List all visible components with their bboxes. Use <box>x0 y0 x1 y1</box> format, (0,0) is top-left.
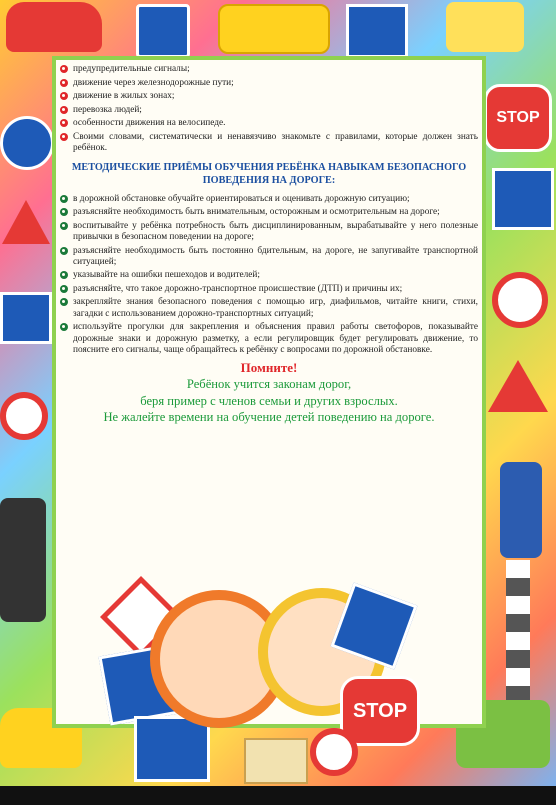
intro-item <box>60 132 478 155</box>
bullet-icon <box>60 119 68 127</box>
stop-sign-top-label: STOP <box>496 109 540 126</box>
bullet-icon <box>60 271 68 279</box>
method-text: разъясняйте необходимость быть постоянно бдительным, на дороге, не запугивайте транспортной ситуацией; <box>73 245 478 267</box>
method-text: разъясняйте, что такое дорожно-транспортное происшествие (ДТП) и причины их; <box>73 283 403 294</box>
method-text: используйте прогулки для закрепления и объяснения правил работы светофоров, показывайте дорожные знаки и дорожную разметку, а если регулировщик будет регулировать движение, то поясните его сигналы, чаще обращайтесь к ребёнку с вопросами по дорожной обстановке. <box>73 322 478 355</box>
intro-text: особенности движения на велосипеде. <box>73 118 226 129</box>
intro-item <box>60 64 478 75</box>
closing-line-1: Ребёнок учится законам дорог, <box>186 377 352 392</box>
bullet-icon <box>60 247 68 255</box>
right-no-bike-sign <box>492 272 548 328</box>
bottom-town-picture <box>244 738 308 784</box>
top-bus <box>218 4 330 54</box>
intro-item <box>60 118 478 129</box>
top-crossing-sign <box>346 4 408 58</box>
left-bike-sign <box>0 116 54 170</box>
right-warning-sign <box>488 360 548 412</box>
intro-item <box>60 78 478 89</box>
stop-sign-bottom-label: STOP <box>352 699 408 722</box>
method-item <box>60 207 478 218</box>
intro-text: движение через железнодорожные пути; <box>73 77 234 88</box>
method-item <box>60 194 478 205</box>
top-left-car <box>6 2 102 52</box>
method-text: в дорожной обстановке обучайте ориентироваться и оценивать дорожную ситуацию; <box>73 193 410 204</box>
top-right-truck <box>446 2 524 52</box>
bullet-icon <box>60 92 68 100</box>
bullet-icon <box>60 195 68 203</box>
bullet-icon <box>60 298 68 306</box>
top-sign-car <box>136 4 190 58</box>
bullet-icon <box>60 285 68 293</box>
method-text: закрепляйте знания безопасного поведения с помощью игр, диафильмов, читайте книги, стихи, загадки с использованием дорожно-транспортных ситуаций; <box>73 297 478 319</box>
content <box>60 64 478 426</box>
bullet-icon <box>60 79 68 87</box>
stop-sign-top <box>484 84 552 152</box>
remember-title: Помните! <box>240 360 298 376</box>
method-item <box>60 246 478 269</box>
methods-list <box>60 194 478 357</box>
method-item <box>60 297 478 320</box>
closing-text <box>60 376 478 426</box>
method-item <box>60 221 478 244</box>
left-children-sign <box>2 200 50 244</box>
bullet-icon <box>60 106 68 114</box>
intro-text: Своими словами, систематически и ненавязчиво знакомьте с правилами, которые должен знать ребёнок. <box>73 131 478 153</box>
closing-line-3: Не жалейте времени на обучение детей поведению на дороге. <box>103 410 435 425</box>
bullet-icon <box>60 222 68 230</box>
left-no-pedestrian-sign <box>0 392 48 440</box>
method-text: разъясняйте необходимость быть внимательным, осторожным и осмотрительным на дороге; <box>73 207 440 218</box>
closing-line-2: беря пример с членов семьи и других взрослых. <box>140 393 398 408</box>
intro-item <box>60 91 478 102</box>
left-traffic-light <box>0 498 46 622</box>
bottom-strip <box>0 786 556 805</box>
intro-text: предупредительные сигналы; <box>73 64 190 74</box>
method-item <box>60 270 478 281</box>
method-item <box>60 322 478 356</box>
intro-text: перевозка людей; <box>73 104 142 115</box>
bottom-sign-pedestrian <box>134 716 210 782</box>
methods-heading: МЕТОДИЧЕСКИЕ ПРИЁМЫ ОБУЧЕНИЯ РЕБЁНКА НАВЫКАМ БЕЗОПАСНОГО ПОВЕДЕНИЯ НА ДОРОГЕ: <box>71 162 467 186</box>
method-item <box>60 284 478 295</box>
bullet-icon <box>60 208 68 216</box>
intro-text: движение в жилых зонах; <box>73 91 175 102</box>
left-crosswalk-sign <box>0 292 52 344</box>
right-pole <box>506 560 530 710</box>
bullet-icon <box>60 133 68 141</box>
bottom-no-bike-sign <box>310 728 358 776</box>
right-tram-sign <box>492 168 554 230</box>
method-text: указывайте на ошибки пешеходов и водителей; <box>73 270 260 281</box>
bullet-icon <box>60 323 68 331</box>
bullet-icon <box>60 65 68 73</box>
intro-item <box>60 105 478 116</box>
intro-list <box>60 64 478 154</box>
right-traffic-light <box>500 462 542 558</box>
method-text: воспитывайте у ребёнка потребность быть дисциплинированным, вырабатывайте у него полезные привычки в безопасном поведении на дороге; <box>73 220 478 243</box>
